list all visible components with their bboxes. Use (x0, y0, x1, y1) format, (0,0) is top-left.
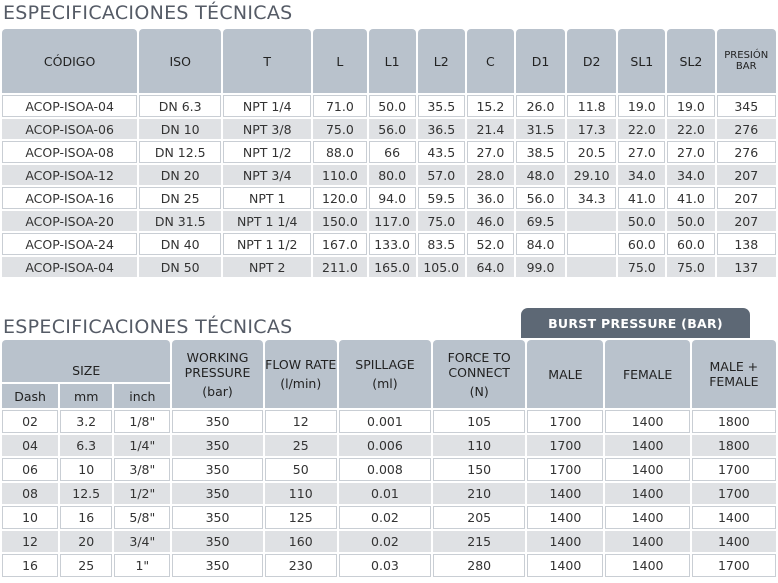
force-label: FORCE TO CONNECT (447, 349, 511, 380)
table-cell: 69.5 (516, 211, 565, 231)
table-cell: 50.0 (667, 211, 714, 231)
table-cell: NPT 1 1/2 (223, 233, 311, 255)
table-cell: 3/4" (114, 531, 170, 552)
table-cell: 207 (717, 165, 776, 185)
col-header-size: SIZE (2, 340, 170, 382)
table-cell: 1" (114, 554, 170, 577)
table-cell: 10 (2, 506, 58, 529)
table-cell: 1/8" (114, 410, 170, 433)
table-cell: 12.5 (60, 483, 112, 504)
table-cell: 75.0 (667, 257, 714, 277)
table-cell: 137 (717, 257, 776, 277)
section-title-specs-2: ESPECIFICACIONES TÉCNICAS (3, 316, 293, 338)
table-cell: 50.0 (618, 211, 665, 231)
table-cell: 205 (433, 506, 525, 529)
table-cell: 83.5 (418, 233, 465, 255)
table-cell: 1/4" (114, 435, 170, 456)
table-cell: 29.10 (567, 165, 616, 185)
col-header-l: L (313, 29, 366, 93)
table-cell: DN 20 (139, 165, 221, 185)
table-cell: 20.5 (567, 141, 616, 163)
table-cell: 1700 (692, 458, 776, 481)
table-cell: 12 (265, 410, 337, 433)
table-cell: 88.0 (313, 141, 366, 163)
table-cell: 19.0 (618, 95, 665, 117)
table-cell: 138 (717, 233, 776, 255)
table-cell: 41.0 (667, 187, 714, 209)
col-header-l2: L2 (418, 29, 465, 93)
table-cell: 17.3 (567, 119, 616, 139)
table-cell: 0.03 (339, 554, 431, 577)
table-cell: DN 50 (139, 257, 221, 277)
table-cell: 1400 (605, 554, 689, 577)
table-row (2, 187, 776, 209)
col-header-sl2: SL2 (667, 29, 714, 93)
col-header-presion-bar: PRESIÓN BAR (717, 29, 776, 93)
table-cell: 75.0 (418, 211, 465, 231)
table-cell: 26.0 (516, 95, 565, 117)
burst-pressure-banner: BURST PRESSURE (BAR) (521, 308, 750, 338)
table-cell: ACOP-ISOA-06 (2, 119, 137, 139)
col-header-female: FEMALE (605, 340, 689, 408)
table-cell: 230 (265, 554, 337, 577)
table-cell: 350 (172, 410, 262, 433)
col-header-male: MALE (527, 340, 603, 408)
table-cell: NPT 1/4 (223, 95, 311, 117)
table-cell: 1400 (527, 506, 603, 529)
table-row (2, 435, 776, 456)
table-cell: 48.0 (516, 165, 565, 185)
working-pressure-unit: (bar) (202, 383, 233, 399)
table-cell: 0.006 (339, 435, 431, 456)
table-cell: 36.5 (418, 119, 465, 139)
table-row (2, 458, 776, 481)
table-cell: 167.0 (313, 233, 366, 255)
table-cell: 133.0 (369, 233, 416, 255)
table-cell: 1400 (605, 435, 689, 456)
table-cell: 20 (60, 531, 112, 552)
table-cell: 5/8" (114, 506, 170, 529)
table-cell: DN 10 (139, 119, 221, 139)
table-cell: 350 (172, 435, 262, 456)
table-cell: 27.0 (618, 141, 665, 163)
table-cell: 25 (60, 554, 112, 577)
col-header-t: T (223, 29, 311, 93)
table-cell: 34.3 (567, 187, 616, 209)
table-cell: 110 (265, 483, 337, 504)
table-cell: 1/2" (114, 483, 170, 504)
table-cell: 19.0 (667, 95, 714, 117)
table-cell: 10 (60, 458, 112, 481)
table-cell: 25 (265, 435, 337, 456)
table-cell: 59.5 (418, 187, 465, 209)
table-cell: 0.01 (339, 483, 431, 504)
table-cell: 16 (60, 506, 112, 529)
table-cell (567, 257, 616, 277)
table-cell: NPT 1 (223, 187, 311, 209)
table-cell: ACOP-ISOA-04 (2, 95, 137, 117)
table-cell: 52.0 (467, 233, 514, 255)
table-cell: 1400 (605, 458, 689, 481)
table-cell: DN 6.3 (139, 95, 221, 117)
table-cell: NPT 3/8 (223, 119, 311, 139)
col-header-c: C (467, 29, 514, 93)
table-cell: 276 (717, 141, 776, 163)
table-cell: 1400 (692, 531, 776, 552)
table-cell: 105.0 (418, 257, 465, 277)
table-cell: 12 (2, 531, 58, 552)
table-cell: 1400 (605, 506, 689, 529)
table-header-row (2, 29, 776, 93)
section-title-specs-1: ESPECIFICACIONES TÉCNICAS (3, 2, 293, 24)
table-row (2, 483, 776, 504)
table-cell: ACOP-ISOA-08 (2, 141, 137, 163)
table-cell: 117.0 (369, 211, 416, 231)
table-cell: 0.008 (339, 458, 431, 481)
flow-rate-label: FLOW RATE (265, 357, 337, 372)
col-header-force-to-connect (433, 340, 525, 408)
table-cell: NPT 2 (223, 257, 311, 277)
table-cell: 28.0 (467, 165, 514, 185)
table-cell: 3.2 (60, 410, 112, 433)
table-cell: 06 (2, 458, 58, 481)
table-cell: ACOP-ISOA-12 (2, 165, 137, 185)
specs-table-1 (0, 27, 778, 279)
table-cell: 04 (2, 435, 58, 456)
spillage-unit: (ml) (372, 376, 398, 391)
table-cell: 110 (433, 435, 525, 456)
table-cell: 38.5 (516, 141, 565, 163)
table-cell: 350 (172, 506, 262, 529)
table-cell: 31.5 (516, 119, 565, 139)
table-cell: 1400 (605, 483, 689, 504)
table-cell: 80.0 (369, 165, 416, 185)
table-cell: DN 40 (139, 233, 221, 255)
table-cell: 1400 (692, 506, 776, 529)
table-cell: 11.8 (567, 95, 616, 117)
table-cell (567, 211, 616, 231)
table-row (2, 233, 776, 255)
table-cell: 120.0 (313, 187, 366, 209)
table-cell: 46.0 (467, 211, 514, 231)
table-cell: 160 (265, 531, 337, 552)
table-cell: 6.3 (60, 435, 112, 456)
table-cell: 1400 (605, 410, 689, 433)
table-row (2, 257, 776, 277)
table-cell: 125 (265, 506, 337, 529)
table-cell: 22.0 (618, 119, 665, 139)
table-cell: 41.0 (618, 187, 665, 209)
table-cell: 350 (172, 458, 262, 481)
col-header-male-female: MALE + FEMALE (692, 340, 776, 408)
col-header-dash: Dash (2, 384, 58, 408)
table-cell: 21.4 (467, 119, 514, 139)
table-row (2, 531, 776, 552)
table-cell: 0.02 (339, 506, 431, 529)
table-cell: 0.02 (339, 531, 431, 552)
table-cell: 1700 (527, 410, 603, 433)
table-cell: 71.0 (313, 95, 366, 117)
table-cell: 1400 (527, 554, 603, 577)
col-header-l1: L1 (369, 29, 416, 93)
table-cell: 1700 (692, 483, 776, 504)
table-cell: 22.0 (667, 119, 714, 139)
table-cell: 60.0 (618, 233, 665, 255)
force-unit: (N) (469, 383, 489, 399)
table-row (2, 410, 776, 433)
table-cell: 350 (172, 531, 262, 552)
table-cell: 27.0 (467, 141, 514, 163)
table-cell: 350 (172, 554, 262, 577)
col-header-inch: inch (114, 384, 170, 408)
table-cell: NPT 1/2 (223, 141, 311, 163)
specs-table-2 (0, 338, 778, 579)
spillage-label: SPILLAGE (355, 357, 415, 372)
table-row (2, 554, 776, 577)
table-cell: 27.0 (667, 141, 714, 163)
col-header-iso: ISO (139, 29, 221, 93)
table-cell: NPT 1 1/4 (223, 211, 311, 231)
table-cell: 1400 (527, 531, 603, 552)
table-cell: 43.5 (418, 141, 465, 163)
table-cell: 34.0 (667, 165, 714, 185)
table-cell: 280 (433, 554, 525, 577)
table-row (2, 165, 776, 185)
table-cell: 3/8" (114, 458, 170, 481)
table-cell: 16 (2, 554, 58, 577)
table-cell: 150.0 (313, 211, 366, 231)
table-cell: 105 (433, 410, 525, 433)
col-header-spillage (339, 340, 431, 408)
flow-rate-unit: (l/min) (280, 376, 322, 391)
table-cell: NPT 3/4 (223, 165, 311, 185)
table-cell: 211.0 (313, 257, 366, 277)
table-cell: 1700 (527, 435, 603, 456)
table-cell: DN 31.5 (139, 211, 221, 231)
table-cell: 207 (717, 187, 776, 209)
table-cell: 60.0 (667, 233, 714, 255)
table-cell: 08 (2, 483, 58, 504)
table-cell: 66 (369, 141, 416, 163)
table-cell: 150 (433, 458, 525, 481)
table-cell: 36.0 (467, 187, 514, 209)
table-cell: 1800 (692, 410, 776, 433)
table-cell: ACOP-ISOA-24 (2, 233, 137, 255)
table-cell: 50.0 (369, 95, 416, 117)
table-cell: 34.0 (618, 165, 665, 185)
col-header-sl1: SL1 (618, 29, 665, 93)
col-header-d2: D2 (567, 29, 616, 93)
col-header-flow-rate (265, 340, 337, 408)
table-cell: 350 (172, 483, 262, 504)
table-row (2, 95, 776, 117)
table-header-row (2, 340, 776, 382)
col-header-d1: D1 (516, 29, 565, 93)
table-cell: 35.5 (418, 95, 465, 117)
table-cell: ACOP-ISOA-20 (2, 211, 137, 231)
table-cell: 64.0 (467, 257, 514, 277)
table-cell: 0.001 (339, 410, 431, 433)
table-cell: 215 (433, 531, 525, 552)
table-cell: 110.0 (313, 165, 366, 185)
table-cell: 15.2 (467, 95, 514, 117)
table-cell: 99.0 (516, 257, 565, 277)
table-cell: 02 (2, 410, 58, 433)
table-cell: 276 (717, 119, 776, 139)
table-cell: 1700 (527, 458, 603, 481)
table-cell: ACOP-ISOA-16 (2, 187, 137, 209)
table-cell: 75.0 (313, 119, 366, 139)
table-cell: 94.0 (369, 187, 416, 209)
table-cell: 1700 (692, 554, 776, 577)
table-row (2, 506, 776, 529)
table-cell: 210 (433, 483, 525, 504)
table-cell: 56.0 (516, 187, 565, 209)
col-header-codigo: CÓDIGO (2, 29, 137, 93)
table-cell: DN 25 (139, 187, 221, 209)
table-row (2, 211, 776, 231)
table-cell: 56.0 (369, 119, 416, 139)
col-header-working-pressure (172, 340, 262, 408)
table-row (2, 141, 776, 163)
table-cell: 165.0 (369, 257, 416, 277)
table-row (2, 119, 776, 139)
table-cell: 84.0 (516, 233, 565, 255)
table-cell: 1800 (692, 435, 776, 456)
table-cell: DN 12.5 (139, 141, 221, 163)
working-pressure-label: WORKING PRESSURE (184, 349, 251, 380)
table-cell: 207 (717, 211, 776, 231)
col-header-mm: mm (60, 384, 112, 408)
table-cell: 1400 (605, 531, 689, 552)
table-cell: 50 (265, 458, 337, 481)
table-cell: 1400 (527, 483, 603, 504)
table-cell: 57.0 (418, 165, 465, 185)
table-cell (567, 233, 616, 255)
table-cell: 345 (717, 95, 776, 117)
table-cell: ACOP-ISOA-04 (2, 257, 137, 277)
table-cell: 75.0 (618, 257, 665, 277)
